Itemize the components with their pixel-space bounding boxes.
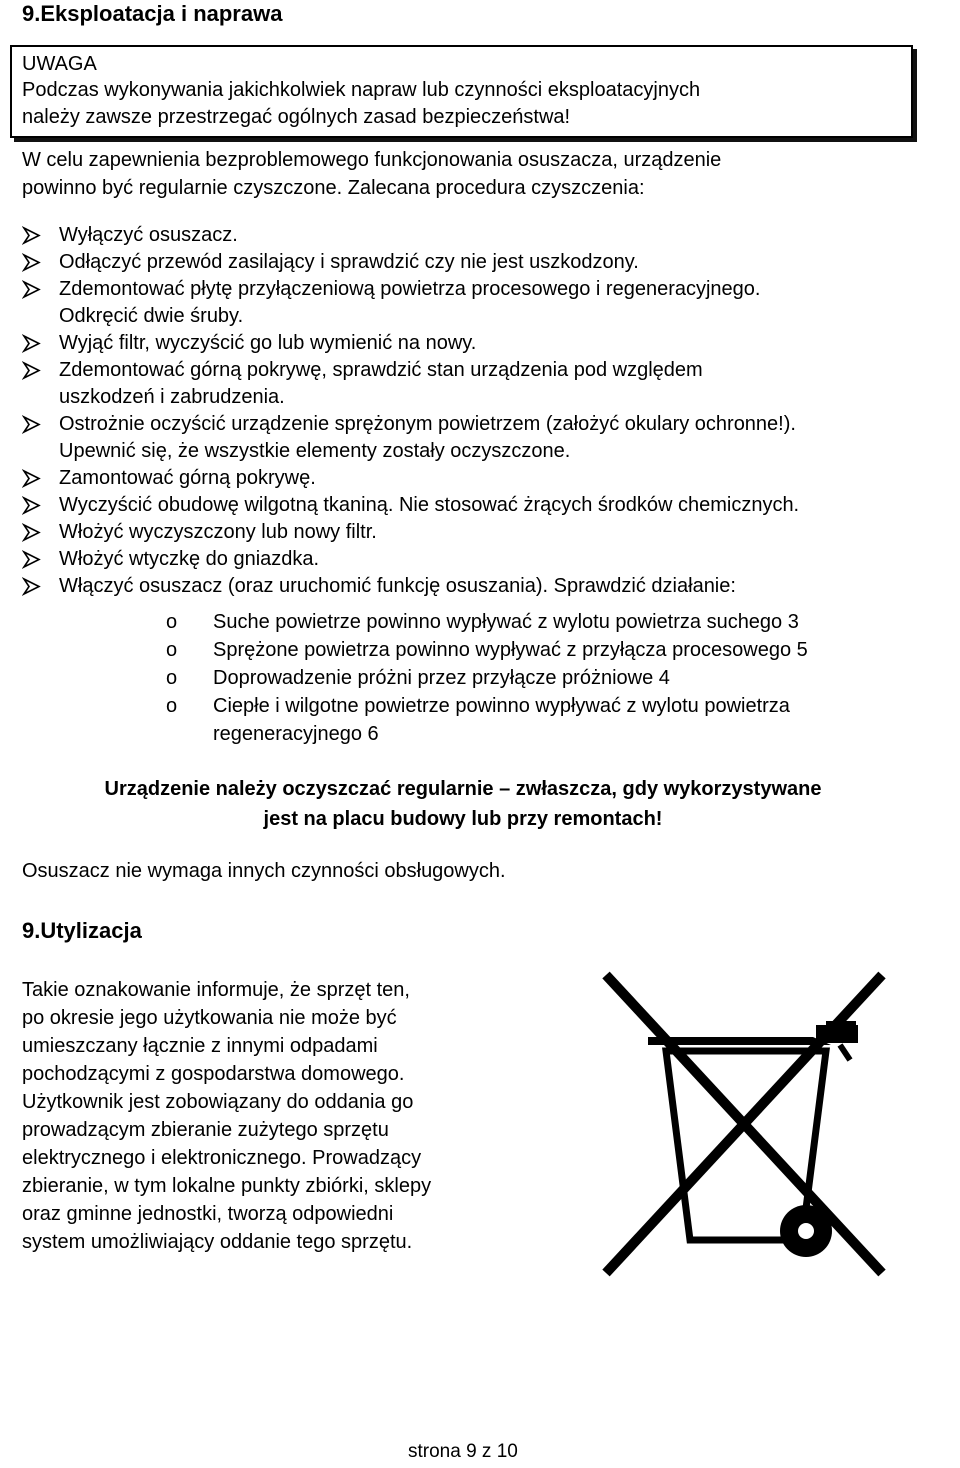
step-item [22,330,799,357]
disposal-line: umieszczany łącznie z innymi odpadami [22,1035,378,1057]
step-item [22,411,799,465]
service-note: Osuszacz nie wymaga innych czynności obsługowych. [22,860,506,882]
arrowhead-bullet-icon [22,546,42,573]
arrowhead-bullet-icon [22,357,42,384]
warning-title: UWAGA [22,53,97,75]
step-item [22,249,799,276]
step-text: Włożyć wtyczkę do gniazdka. [59,548,320,570]
check-text: Doprowadzenie próżni przez przyłącze próżniowe 4 [213,667,670,689]
crossed-out-wheelie-bin-icon [588,965,898,1285]
page-footer: strona 9 z 10 [408,1441,518,1462]
check-item [166,692,808,748]
arrowhead-bullet-icon [22,492,42,519]
step-text: Wyłączyć osuszacz. [59,224,238,246]
check-item [166,608,808,636]
check-item [166,636,808,664]
disposal-line: Użytkownik jest zobowiązany do oddania go [22,1091,414,1113]
step-text: Zdemontować płytę przyłączeniową powietrza procesowego i regeneracyjnego. [59,278,761,300]
arrowhead-bullet-icon [22,222,42,249]
step-text: uszkodzeń i zabrudzenia. [59,386,285,408]
circle-bullet: o [166,695,178,717]
arrowhead-bullet-icon [22,276,42,303]
page-title: 9.Eksploatacja i naprawa [22,1,283,26]
check-text: Sprężone powietrza powinno wypływać z przyłącza procesowego 5 [213,639,808,661]
note-line: jest na placu budowy lub przy remontach! [263,808,663,830]
step-text: Upewnić się, że wszystkie elementy zostały oczyszczone. [59,440,571,462]
step-text: Odłączyć przewód zasilający i sprawdzić czy nie jest uszkodzony. [59,251,639,273]
disposal-line: oraz gminne jednostki, tworzą odpowiedni [22,1203,394,1225]
disposal-line: pochodzącymi z gospodarstwa domowego. [22,1063,405,1085]
step-text: Zdemontować górną pokrywę, sprawdzić stan urządzenia pod względem [59,359,703,381]
step-item [22,519,799,546]
warning-line: Podczas wykonywania jakichkolwiek napraw lub czynności eksploatacyjnych [22,79,701,101]
step-item [22,276,799,330]
arrowhead-bullet-icon [22,465,42,492]
check-text: Ciepłe i wilgotne powietrze powinno wypływać z wylotu powietrza [213,695,790,717]
step-item [22,465,799,492]
important-note [0,774,926,834]
arrowhead-bullet-icon [22,573,42,600]
warning-box [10,45,913,138]
check-item [166,664,808,692]
disposal-paragraph [22,976,431,1256]
warning-line: należy zawsze przestrzegać ogólnych zasad bezpieczeństwa! [22,106,571,128]
step-item [22,222,799,249]
disposal-line: po okresie jego użytkowania nie może być [22,1007,397,1029]
disposal-line: Takie oznakowanie informuje, że sprzęt ten, [22,979,410,1001]
disposal-line: zbieranie, w tym lokalne punkty zbiórki, sklepy [22,1175,432,1197]
arrowhead-bullet-icon [22,330,42,357]
step-item [22,492,799,519]
arrowhead-bullet-icon [22,411,42,438]
function-checks-list [166,608,808,748]
section-heading-disposal: 9.Utylizacja [22,918,142,943]
intro-line: W celu zapewnienia bezproblemowego funkcjonowania osuszacza, urządzenie [22,149,722,171]
disposal-line: elektrycznego i elektronicznego. Prowadzący [22,1147,422,1169]
cleaning-steps-list [22,222,799,600]
disposal-line: system umożliwiający oddanie tego sprzętu. [22,1231,413,1253]
step-text: Wyjąć filtr, wyczyścić go lub wymienić na nowy. [59,332,477,354]
arrowhead-bullet-icon [22,519,42,546]
circle-bullet: o [166,611,178,633]
step-text: Wyczyścić obudowę wilgotną tkaniną. Nie stosować żrących środków chemicznych. [59,494,800,516]
check-text: regeneracyjnego 6 [213,723,379,745]
step-text: Odkręcić dwie śruby. [59,305,244,327]
check-text: Suche powietrze powinno wypływać z wylotu powietrza suchego 3 [213,611,799,633]
step-text: Włożyć wyczyszczony lub nowy filtr. [59,521,377,543]
circle-bullet: o [166,667,178,689]
intro-line: powinno być regularnie czyszczone. Zalecana procedura czyszczenia: [22,177,645,199]
step-item [22,357,799,411]
step-text: Ostrożnie oczyścić urządzenie sprężonym powietrzem (założyć okulary ochronne!). [59,413,796,435]
step-item [22,546,799,573]
note-line: Urządzenie należy oczyszczać regularnie – zwłaszcza, gdy wykorzystywane [104,778,822,800]
arrowhead-bullet-icon [22,249,42,276]
disposal-line: prowadzącym zbieranie zużytego sprzętu [22,1119,389,1141]
step-text: Włączyć osuszacz (oraz uruchomić funkcję osuszania). Sprawdzić działanie: [59,575,736,597]
step-item [22,573,799,600]
step-text: Zamontować górną pokrywę. [59,467,316,489]
circle-bullet: o [166,639,178,661]
